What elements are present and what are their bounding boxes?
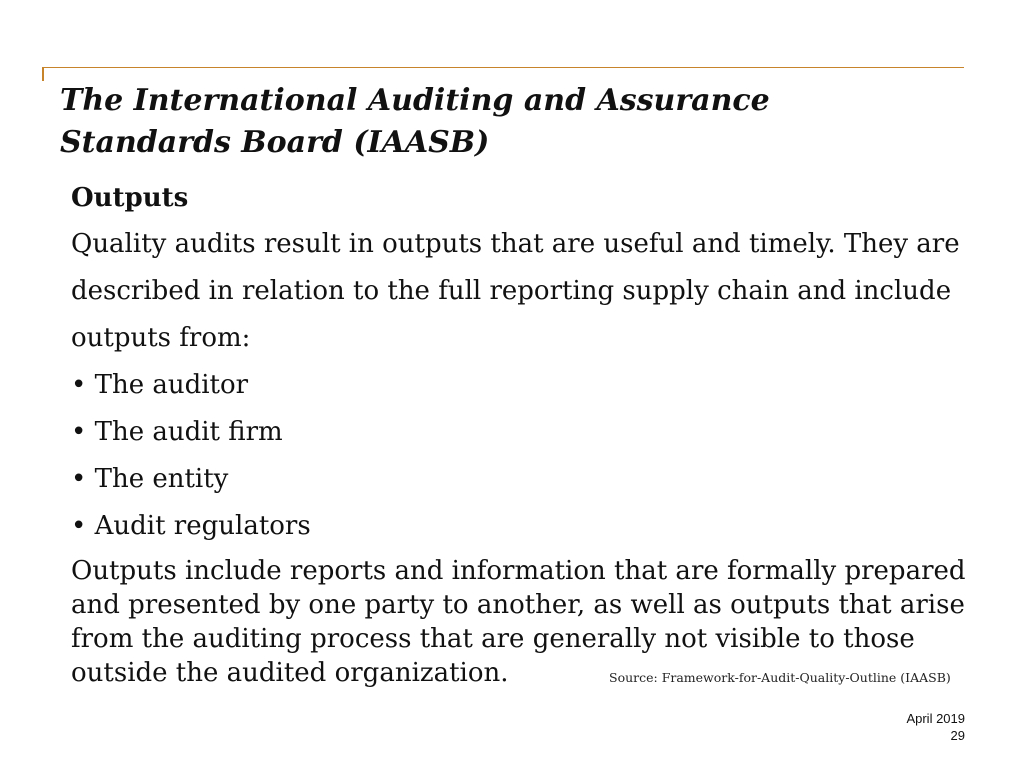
intro-paragraph: Quality audits result in outputs that are useful and timely. They are described in relation to the full reporting supply chain and include outputs from: — [71, 229, 960, 353]
title-divider-line — [42, 67, 964, 68]
slide-body — [71, 175, 981, 690]
bullet-item-audit-regulators: • Audit regulators — [71, 511, 311, 541]
bullet-item-auditor: • The auditor — [71, 370, 249, 400]
bullet-item-audit-firm: • The audit firm — [71, 417, 283, 447]
slide-title: The International Auditing and Assurance Standards Board (IAASB) — [60, 83, 770, 160]
closing-paragraph: Outputs include reports and information that are formally prepared and presented by one party to another, as well as outputs that arise from the auditing process that are generally not visible to those outside the audited organization. — [71, 556, 966, 688]
footer-date: April 2019 — [906, 711, 965, 726]
bullet-item-entity: • The entity — [71, 464, 229, 494]
page-number: 29 — [950, 728, 965, 743]
section-heading: Outputs — [71, 183, 189, 213]
source-citation: Source: Framework-for-Audit-Quality-Outline (IAASB) — [609, 670, 951, 685]
title-corner-mark — [42, 67, 44, 81]
